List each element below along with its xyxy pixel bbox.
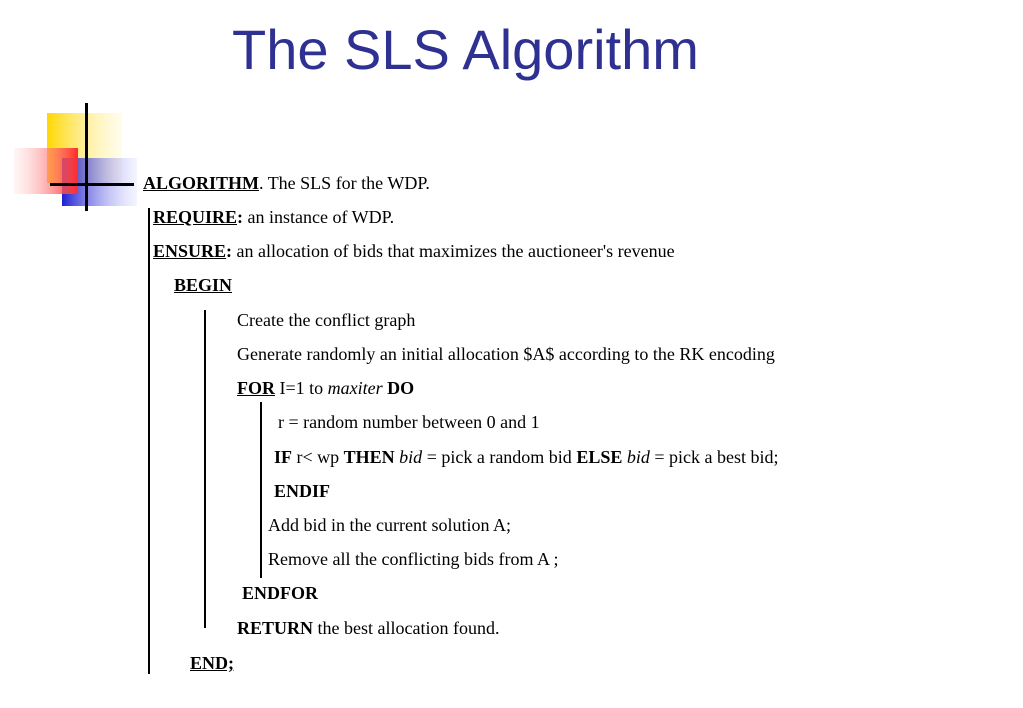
remove-bids-line: Remove all the conflicting bids from A ; bbox=[268, 549, 559, 569]
end-line bbox=[190, 654, 234, 672]
decorative-squares-logo bbox=[0, 0, 160, 220]
page-title: The SLS Algorithm bbox=[232, 18, 699, 81]
algorithm-header bbox=[143, 174, 430, 192]
require-text: an instance of WDP. bbox=[243, 207, 395, 227]
for-line bbox=[237, 379, 414, 397]
ensure-colon: : bbox=[226, 241, 233, 261]
require-line bbox=[153, 208, 394, 226]
for-range-text: I=1 to bbox=[275, 378, 328, 398]
return-text: the best allocation found. bbox=[313, 618, 500, 638]
generate-allocation-line: Generate randomly an initial allocation $A$ according to the RK encoding bbox=[237, 344, 775, 364]
add-bid-line: Add bid in the current solution A; bbox=[268, 515, 511, 535]
then-variable: bid bbox=[394, 447, 423, 467]
else-text: = pick a best bid; bbox=[649, 447, 779, 467]
if-keyword: IF bbox=[274, 447, 292, 467]
outer-block-bar bbox=[148, 208, 150, 674]
algorithm-keyword: ALGORITHM bbox=[143, 173, 260, 193]
deco-red-square bbox=[14, 148, 78, 194]
ensure-line bbox=[153, 242, 675, 260]
deco-vertical-line bbox=[85, 103, 88, 211]
if-then-else-line bbox=[274, 448, 779, 466]
endif-line bbox=[274, 482, 330, 500]
random-number-line: r = random number between 0 and 1 bbox=[278, 412, 540, 432]
if-condition: r< wp bbox=[292, 447, 344, 467]
endfor-line bbox=[242, 584, 318, 602]
deco-horizontal-line bbox=[50, 183, 134, 186]
ensure-keyword: ENSURE bbox=[153, 241, 227, 261]
for-block-bar bbox=[260, 402, 262, 578]
return-line bbox=[237, 619, 499, 637]
create-graph-line: Create the conflict graph bbox=[237, 310, 416, 330]
require-colon: : bbox=[237, 207, 244, 227]
algorithm-header-text: . The SLS for the WDP. bbox=[259, 173, 430, 193]
end-keyword: END; bbox=[190, 653, 234, 673]
endif-keyword: ENDIF bbox=[274, 481, 331, 501]
return-keyword: RETURN bbox=[237, 618, 314, 638]
require-keyword: REQUIRE bbox=[153, 207, 238, 227]
endfor-keyword: ENDFOR bbox=[242, 583, 318, 603]
begin-keyword: BEGIN bbox=[174, 275, 233, 295]
else-variable: bid bbox=[622, 447, 650, 467]
begin-block-bar bbox=[204, 310, 206, 628]
for-keyword: FOR bbox=[237, 378, 275, 398]
else-keyword: ELSE bbox=[576, 447, 623, 467]
do-keyword: DO bbox=[382, 378, 415, 398]
for-variable: maxiter bbox=[327, 378, 383, 398]
begin-line bbox=[174, 276, 232, 294]
then-text: = pick a random bid bbox=[422, 447, 577, 467]
ensure-text: an allocation of bids that maximizes the auctioneer's revenue bbox=[232, 241, 675, 261]
then-keyword: THEN bbox=[343, 447, 395, 467]
